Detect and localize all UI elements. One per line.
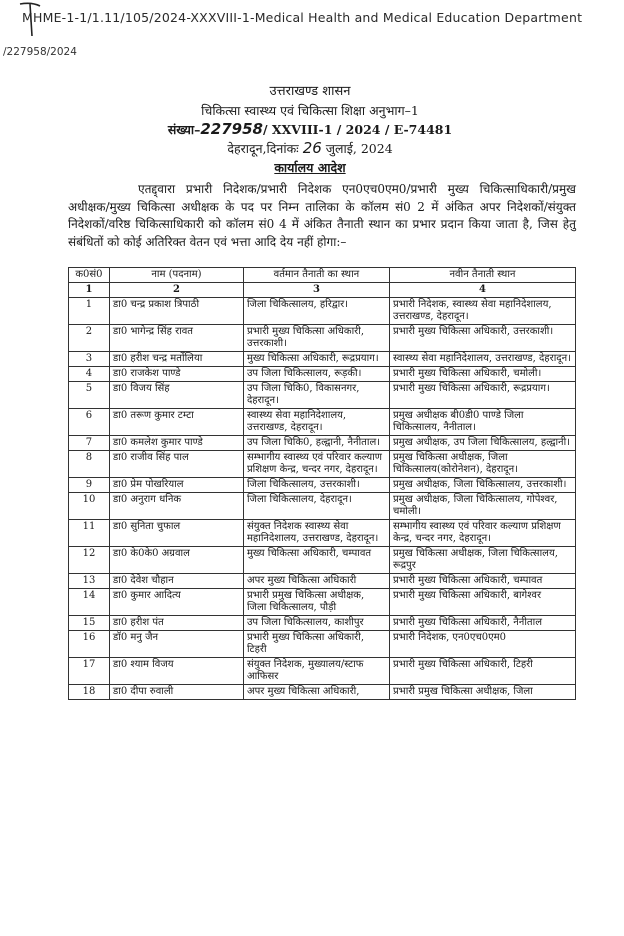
header-serial: क0सं0 [69,268,110,283]
new-posting-cell: स्वास्थ्य सेवा महानिदेशालय, उत्तराखण्ड, देहरादून। [389,352,575,367]
name-cell: डा0 देवेश चौहान [109,574,243,589]
table-row [69,436,576,451]
serial-cell: 7 [69,436,110,451]
table-row [69,298,576,325]
serial-cell: 5 [69,382,110,409]
name-cell: डा0 कमलेश कुमार पाण्डे [109,436,243,451]
name-cell: डा0 के0के0 अग्रवाल [109,547,243,574]
current-posting-cell: मुख्य चिकित्सा अधिकारी, चम्पावत [243,547,389,574]
table-row [69,520,576,547]
new-posting-cell: प्रभारी प्रमुख चिकित्सा अधीक्षक, जिला [389,685,575,700]
new-posting-cell: प्रमुख चिकित्सा अधीक्षक, जिला चिकित्सालय, रूद्रपुर [389,547,575,574]
current-posting-cell: जिला चिकित्सालय, देहरादून। [243,493,389,520]
current-posting-cell: उप जिला चिकि0, विकासनगर, देहरादून। [243,382,389,409]
name-cell: डा0 भागेन्द्र सिंह रावत [109,325,243,352]
name-cell: डा0 राजीव सिंह पाल [109,451,243,478]
posting-table [68,267,576,700]
column-number: 1 [69,283,110,298]
serial-cell: 4 [69,367,110,382]
table-row [69,382,576,409]
table-row [69,658,576,685]
serial-cell: 8 [69,451,110,478]
table-row [69,685,576,700]
current-posting-cell: संयुक्त निदेशक, मुख्यालय/स्टाफ आफिसर [243,658,389,685]
new-posting-cell: प्रभारी मुख्य चिकित्सा अधिकारी, बागेश्वर [389,589,575,616]
table-row [69,451,576,478]
current-posting-cell: जिला चिकित्सालय, उत्तरकाशी। [243,478,389,493]
name-cell: डा0 विजय सिंह [109,382,243,409]
table-row [69,631,576,658]
new-posting-cell: प्रमुख अधीक्षक बी0डी0 पाण्डे जिला चिकित्सालय, नैनीताल। [389,409,575,436]
name-cell: डा0 हरीश पंत [109,616,243,631]
current-posting-cell: सम्भागीय स्वास्थ्य एवं परिवार कल्याण प्रशिक्षण केन्द्र, चन्दर नगर, देहरादून। [243,451,389,478]
serial-cell: 14 [69,589,110,616]
new-posting-cell: प्रभारी निदेशक, स्वास्थ्य सेवा महानिदेशालय, उत्तराखण्ड, देहरादून। [389,298,575,325]
name-cell: डा0 अनुराग धनिक [109,493,243,520]
new-posting-cell: प्रभारी मुख्य चिकित्सा अधिकारी, उत्तरकाशी। [389,325,575,352]
serial-cell: 3 [69,352,110,367]
name-cell: डा0 हरीश चन्द्र मर्तोलिया [109,352,243,367]
serial-cell: 18 [69,685,110,700]
department-title: चिकित्सा स्वास्थ्य एवं चिकित्सा शिक्षा अनुभाग–1 [201,103,419,118]
order-date-suffix: जुलाई, 2024 [325,141,393,156]
table-row [69,352,576,367]
table-row [69,616,576,631]
new-posting-cell: प्रमुख चिकित्सा अधीक्षक, जिला चिकित्सालय(कोरोनेशन), देहरादून। [389,451,575,478]
order-number [150,120,470,139]
table-row [69,589,576,616]
table-header-row [69,268,576,283]
government-title: उत्तराखण्ड शासन [269,84,351,99]
current-posting-cell: स्वास्थ्य सेवा महानिदेशालय, उत्तराखण्ड, देहरादून। [243,409,389,436]
current-posting-cell: मुख्य चिकित्सा अधिकारी, रूद्रप्रयाग। [243,352,389,367]
current-posting-cell: उप जिला चिकित्सालय, काशीपुर [243,616,389,631]
table-row [69,547,576,574]
current-posting-cell: प्रभारी मुख्य चिकित्सा अधिकारी, उत्तरकाशी। [243,325,389,352]
new-posting-cell: प्रमुख अधीक्षक, जिला चिकित्सालय, उत्तरकाशी। [389,478,575,493]
current-posting-cell: प्रभारी मुख्य चिकित्सा अधिकारी, टिहरी [243,631,389,658]
table-row [69,409,576,436]
order-heading [150,82,470,177]
header-new-posting: नवीन तैनाती स्थान [389,268,575,283]
order-date-prefix: देहरादून,दिनांकः [227,141,299,156]
header-current-posting: वर्तमान तैनाती का स्थान [243,268,389,283]
name-cell: डा0 दीपा रुवाली [109,685,243,700]
new-posting-cell: प्रभारी मुख्य चिकित्सा अधिकारी, नैनीताल [389,616,575,631]
order-title: कार्यालय आदेश [274,160,346,175]
serial-cell: 16 [69,631,110,658]
serial-cell: 17 [69,658,110,685]
name-cell: डा0 तरूण कुमार टम्टा [109,409,243,436]
header-name: नाम (पदनाम) [109,268,243,283]
current-posting-cell: अपर मुख्य चिकित्सा अधिकारी, [243,685,389,700]
serial-cell: 1 [69,298,110,325]
new-posting-cell: प्रभारी मुख्य चिकित्सा अधिकारी, टिहरी [389,658,575,685]
column-number: 3 [243,283,389,298]
current-posting-cell: अपर मुख्य चिकित्सा अधिकारी [243,574,389,589]
current-posting-cell: उप जिला चिकि0, हल्द्वानी, नैनीताल। [243,436,389,451]
new-posting-cell: प्रमुख अधीक्षक, जिला चिकित्सालय, गोपेश्वर, चमोली। [389,493,575,520]
new-posting-cell: सम्भागीय स्वास्थ्य एवं परिवार कल्याण प्रशिक्षण केन्द्र, चन्दर नगर, देहरादून। [389,520,575,547]
serial-cell: 15 [69,616,110,631]
current-posting-cell: जिला चिकित्सालय, हरिद्वार। [243,298,389,325]
order-paragraph: एतद्द्वारा प्रभारी निदेशक/प्रभारी निदेशक एन0एच0एम0/प्रभारी मुख्य चिकित्साधिकारी/प्रमुख अधीक्षक/मुख्य चिकित्सा अधीक्षक के पद पर निम्न तालिका के कॉलम सं0 2 में अंकित अपर निदेशकों/संयुक्त निदेशकों/वरिष्ठ चिकित्साधिकारी को कॉलम सं0 4 में अंकित तैनाती स्थान का प्रभार प्रदान किया जाता है, जिस हेतु संबंधितों को कोई अतिरिक्त वेतन एवं भत्ता आदि देय नहीं होगा:– [68,182,576,249]
name-cell: डा0 प्रेम पोखरियाल [109,478,243,493]
name-cell: डा0 श्याम विजय [109,658,243,685]
name-cell: डॉ0 मनु जैन [109,631,243,658]
file-reference-header: MHME-1-1/1.11/105/2024-XXXVIII-1-Medical Health and Medical Education Department [22,10,583,25]
serial-cell: 11 [69,520,110,547]
current-posting-cell: प्रभारी प्रमुख चिकित्सा अधीक्षक, जिला चिकित्सालय, पौड़ी [243,589,389,616]
new-posting-cell: प्रभारी मुख्य चिकित्सा अधिकारी, चम्पावत [389,574,575,589]
name-cell: डा0 कुमार आदित्य [109,589,243,616]
order-date-handwritten: 26 [302,139,322,157]
table-row [69,493,576,520]
current-posting-cell: उप जिला चिकित्सालय, रूड़की। [243,367,389,382]
order-number-suffix: / XXVIII-1 / 2024 / E-74481 [262,122,453,137]
table-column-number-row [69,283,576,298]
table-row [69,574,576,589]
new-posting-cell: प्रमुख अधीक्षक, उप जिला चिकित्सालय, हल्द्वानी। [389,436,575,451]
table-row [69,325,576,352]
name-cell: डा0 सुनिता चुफाल [109,520,243,547]
order-date [150,139,470,158]
order-number-prefix: संख्या– [167,122,201,137]
new-posting-cell: प्रभारी निदेशक, एन0एच0एम0 [389,631,575,658]
new-posting-cell: प्रभारी मुख्य चिकित्सा अधिकारी, चमोली। [389,367,575,382]
new-posting-cell: प्रभारी मुख्य चिकित्सा अधिकारी, रूद्रप्रयाग। [389,382,575,409]
table-row [69,367,576,382]
column-number: 2 [109,283,243,298]
column-number: 4 [389,283,575,298]
serial-cell: 13 [69,574,110,589]
serial-cell: 2 [69,325,110,352]
name-cell: डा0 राजकेश पाण्डे [109,367,243,382]
file-number: /227958/2024 [3,46,77,58]
current-posting-cell: संयुक्त निदेशक स्वास्थ्य सेवा महानिदेशालय, उत्तराखण्ड, देहरादून। [243,520,389,547]
name-cell: डा0 चन्द्र प्रकाश त्रिपाठी [109,298,243,325]
table-row [69,478,576,493]
serial-cell: 12 [69,547,110,574]
serial-cell: 9 [69,478,110,493]
order-number-handwritten: 227958 [200,120,263,138]
serial-cell: 6 [69,409,110,436]
serial-cell: 10 [69,493,110,520]
